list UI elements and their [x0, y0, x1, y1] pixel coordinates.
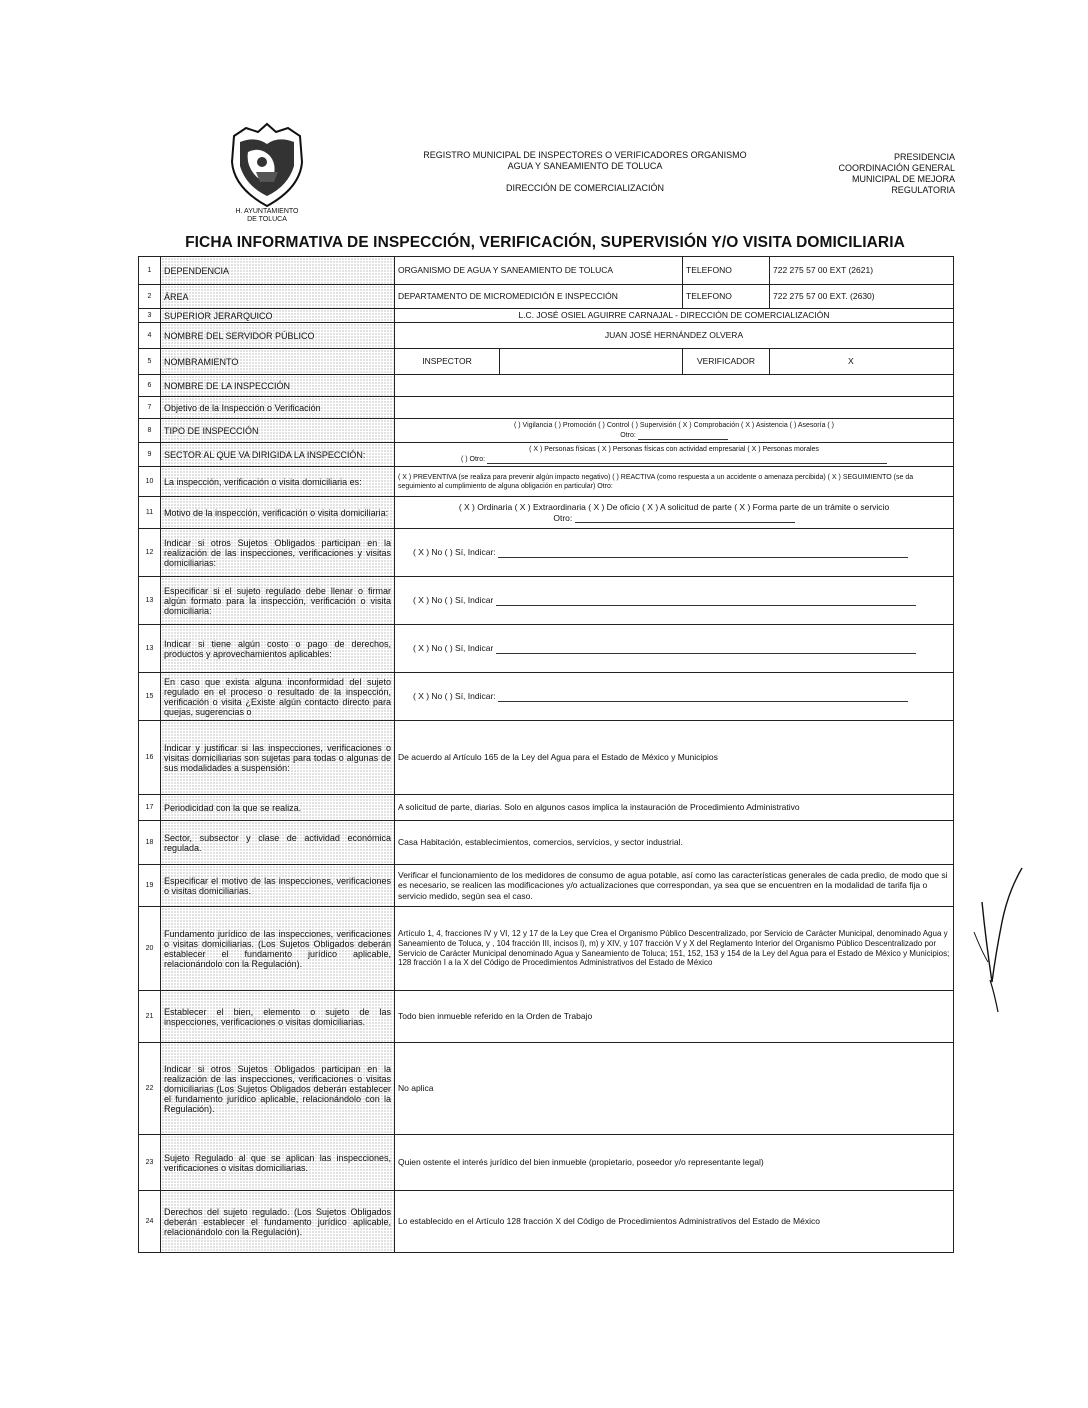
appointment-verifier-mark: X: [770, 349, 954, 375]
row-label: La inspección, verificación o visita domiciliaria es:: [161, 467, 395, 497]
answer-text: ( X ) No ( ) Sí, Indicar: [413, 643, 494, 654]
answer-text: ( X ) No ( ) Sí, Indicar: [413, 595, 494, 606]
form-row: [139, 349, 954, 375]
form-row: [139, 285, 954, 309]
row-number: 7: [139, 397, 161, 419]
other-label: Otro:: [620, 432, 636, 439]
reason-options: ( X ) Ordinaria ( X ) Extraordinaria ( X ) De oficio ( X ) A solicitud de parte ( X ) Forma parte de un trámite o servicio: [458, 502, 890, 512]
row-label: NOMBRE DEL SERVIDOR PÚBLICO: [161, 323, 395, 349]
form-row: [139, 577, 954, 625]
phone-value: 722 275 57 00 EXT (2621): [770, 257, 954, 285]
row-label: Motivo de la inspección, verificación o visita domiciliaria:: [161, 497, 395, 529]
row-value: A solicitud de parte, diarias. Solo en algunos casos implica la instauración de Procedimiento Administrativo: [395, 795, 954, 821]
handwritten-signature: [968, 862, 1028, 1022]
row-label: Indicar si otros Sujetos Obligados participan en la realización de las inspecciones, verificaciones o visitas domiciliarias (Los Sujetos Obligados deberán establecer el fundamento jurídico aplicable, relacionándolo con la Regulación).: [161, 1043, 395, 1135]
row-number: 23: [139, 1135, 161, 1191]
row-label: Fundamento jurídico de las inspecciones, verificaciones o visitas domiciliarias. (Los Sujetos Obligados deberán establecer el fundamento jurídico aplicable, relacionándolo con la Regulación).: [161, 907, 395, 991]
row-value: Casa Habitación, establecimientos, comercios, servicios, y sector industrial.: [395, 821, 954, 865]
row-value: JUAN JOSÉ HERNÁNDEZ OLVERA: [395, 323, 954, 349]
row-number: 15: [139, 673, 161, 721]
row-number: 13: [139, 625, 161, 673]
row-number: 2: [139, 285, 161, 309]
row-label: NOMBRAMIENTO: [161, 349, 395, 375]
form-row: [139, 443, 954, 467]
other-label: Otro:: [553, 512, 573, 523]
header-right: [800, 152, 955, 196]
row-label: ÁREA: [161, 285, 395, 309]
answer-line: [498, 548, 908, 558]
other-line: [575, 513, 795, 523]
row-label: Establecer el bien, elemento o sujeto de las inspecciones, verificaciones o visitas domiciliarias.: [161, 991, 395, 1043]
answer-text: ( X ) No ( ) Sí, Indicar:: [413, 547, 496, 558]
header-center: [380, 150, 790, 194]
other-label: ( ) Otro:: [460, 456, 486, 463]
row-number: 21: [139, 991, 161, 1043]
sector-other: [398, 454, 950, 464]
row-number: 3: [139, 309, 161, 323]
header-organism-line: AGUA Y SANEAMIENTO DE TOLUCA: [507, 161, 663, 171]
form-row: [139, 1191, 954, 1253]
inspection-form-table: [138, 256, 954, 1253]
row-label: Indicar si otros Sujetos Obligados participan en la realización de las inspecciones, verificaciones y visitas domiciliarias:: [161, 529, 395, 577]
form-row: [139, 991, 954, 1043]
row-value: Artículo 1, 4, fracciones IV y VI, 12 y 17 de la Ley que Crea el Organismo Público Descentralizado, por Servicio de Carácter Municipal, denominado Agua y Saneamiento de Toluca, y , 104 fracción III, incisos l), m) y XIV, y 107 fracción V y X del Reglamento Interior del Organismo Público Descentralizado por Servicio de Carácter Municipal denominado Agua y Saneamiento de Toluca; 151, 152, 153 y 154 de la Ley del Agua para el Estado de México y Municipios; 128 fracción I a la X del Código de Procedimientos Administrativos del Estado de México: [395, 907, 954, 991]
answer-line: [498, 692, 908, 702]
header-presidencia: PRESIDENCIA: [893, 152, 955, 162]
row-value: DEPARTAMENTO DE MICROMEDICIÓN E INSPECCIÓN: [395, 285, 683, 309]
row-number: 24: [139, 1191, 161, 1253]
row-number: 17: [139, 795, 161, 821]
form-row: [139, 907, 954, 991]
row-number: 6: [139, 375, 161, 397]
reason-other: [398, 513, 950, 524]
form-row: [139, 497, 954, 529]
row-label: Especificar el motivo de las inspecciones, verificaciones o visitas domiciliarias.: [161, 865, 395, 907]
row-value: [395, 625, 954, 673]
row-number: 4: [139, 323, 161, 349]
row-value: [395, 443, 954, 467]
row-number: 18: [139, 821, 161, 865]
row-value: Quien ostente el interés jurídico del bien inmueble (propietario, poseedor y/o representante legal): [395, 1135, 954, 1191]
row-value: [395, 577, 954, 625]
form-row: [139, 1135, 954, 1191]
form-row: [139, 673, 954, 721]
row-value: [395, 397, 954, 419]
form-row: [139, 865, 954, 907]
row-label: Indicar si tiene algún costo o pago de derechos, productos y aprovechamientos aplicables:: [161, 625, 395, 673]
row-value: [395, 375, 954, 397]
appointment-verifier-option: VERIFICADOR: [683, 349, 770, 375]
row-label: Indicar y justificar si las inspecciones, verificaciones o visitas domiciliarias son sujetas para todas o algunas de sus modalidades a suspensión:: [161, 721, 395, 795]
answer-line: [496, 644, 916, 654]
row-label: En caso que exista alguna inconformidad del sujeto regulado en el proceso o resultado de la inspección, verificación o visita ¿Existe algún contacto directo para quejas, sugerencias o: [161, 673, 395, 721]
header-coordinacion: COORDINACIÓN GENERAL: [838, 163, 955, 173]
form-row: [139, 721, 954, 795]
row-value: [395, 497, 954, 529]
row-label: Objetivo de la Inspección o Verificación: [161, 397, 395, 419]
row-label: Especificar si el sujeto regulado debe llenar o firmar algún formato para la inspección, verificación o visita domiciliaria:: [161, 577, 395, 625]
form-row: [139, 397, 954, 419]
row-number: 13: [139, 577, 161, 625]
row-value: L.C. JOSÉ OSIEL AGUIRRE CARNAJAL - DIRECCIÓN DE COMERCIALIZACIÓN: [395, 309, 954, 323]
toluca-coat-of-arms-logo: [226, 122, 308, 220]
row-label: Sector, subsector y clase de actividad económica regulada.: [161, 821, 395, 865]
form-row: [139, 821, 954, 865]
row-number: 10: [139, 467, 161, 497]
form-row: [139, 625, 954, 673]
row-value: ( X ) PREVENTIVA (se realiza para prevenir algún impacto negativo) ( ) REACTIVA (como respuesta a un accidente o amenaza percibida) ( X ) SEGUIMIENTO (se da seguimiento al cumplimiento de alguna obligación en particular) Otro:: [395, 467, 954, 497]
header-registry-line: REGISTRO MUNICIPAL DE INSPECTORES O VERIFICADORES ORGANISMO: [423, 150, 747, 160]
row-label: TIPO DE INSPECCIÓN: [161, 419, 395, 443]
appointment-inspector-mark: [500, 349, 683, 375]
row-number: 20: [139, 907, 161, 991]
row-value: Todo bien inmueble referido en la Orden de Trabajo: [395, 991, 954, 1043]
row-value: Lo establecido en el Artículo 128 fracción X del Código de Procedimientos Administrativos del Estado de México: [395, 1191, 954, 1253]
row-value: Verificar el funcionamiento de los medidores de consumo de agua potable, así como las características generales de cada predio, de modo que si es necesario, se realicen las modificaciones y/o actualizaciones que correspondan, ya sea que se encuentren en la modalidad de tarifa fija o servicio medido, según sea el caso.: [395, 865, 954, 907]
row-label: Sujeto Regulado al que se aplican las inspecciones, verificaciones o visitas domiciliarias.: [161, 1135, 395, 1191]
document-title: FICHA INFORMATIVA DE INSPECCIÓN, VERIFICACIÓN, SUPERVISIÓN Y/O VISITA DOMICILIARIA: [185, 234, 905, 251]
answer-line: [496, 596, 916, 606]
other-line: [638, 430, 728, 440]
row-number: 5: [139, 349, 161, 375]
phone-value: 722 275 57 00 EXT. (2630): [770, 285, 954, 309]
row-number: 9: [139, 443, 161, 467]
row-number: 22: [139, 1043, 161, 1135]
form-row: [139, 467, 954, 497]
row-label: DEPENDENCIA: [161, 257, 395, 285]
row-value: [395, 529, 954, 577]
header-direction-line: DIRECCIÓN DE COMERCIALIZACIÓN: [505, 183, 664, 193]
row-number: 8: [139, 419, 161, 443]
form-row: [139, 1043, 954, 1135]
row-number: 1: [139, 257, 161, 285]
form-row: [139, 419, 954, 443]
row-value: No aplica: [395, 1043, 954, 1135]
row-number: 12: [139, 529, 161, 577]
row-label: Periodicidad con la que se realiza.: [161, 795, 395, 821]
inspection-type-other: [398, 430, 950, 440]
form-row: [139, 323, 954, 349]
header-mejora: MUNICIPAL DE MEJORA: [851, 174, 955, 184]
row-label: Derechos del sujeto regulado. (Los Sujetos Obligados deberán establecer el fundamento jurídico aplicable, relacionándolo con la Regulación).: [161, 1191, 395, 1253]
phone-label: TELEFONO: [683, 285, 770, 309]
form-row: [139, 257, 954, 285]
row-number: 19: [139, 865, 161, 907]
row-value: [395, 419, 954, 443]
row-number: 16: [139, 721, 161, 795]
row-value: ORGANISMO DE AGUA Y SANEAMIENTO DE TOLUCA: [395, 257, 683, 285]
row-number: 11: [139, 497, 161, 529]
answer-text: ( X ) No ( ) Sí, Indicar:: [413, 691, 496, 702]
row-value: [395, 673, 954, 721]
form-row: [139, 375, 954, 397]
logo-caption: [214, 208, 320, 224]
appointment-inspector-option: INSPECTOR: [395, 349, 500, 375]
form-row: [139, 309, 954, 323]
row-label: SECTOR AL QUE VA DIRIGIDA LA INSPECCIÓN:: [161, 443, 395, 467]
sector-options: ( X ) Personas físicas ( X ) Personas físicas con actividad empresarial ( X ) Personas morales: [529, 446, 819, 453]
row-label: NOMBRE DE LA INSPECCIÓN: [161, 375, 395, 397]
row-label: SUPERIOR JERARQUICO: [161, 309, 395, 323]
row-value: De acuerdo al Artículo 165 de la Ley del Agua para el Estado de México y Municipios: [395, 721, 954, 795]
form-row: [139, 529, 954, 577]
logo-caption-line2: DE TOLUCA: [247, 216, 287, 223]
header-regulatoria: REGULATORIA: [891, 185, 955, 195]
form-row: [139, 795, 954, 821]
other-line: [487, 454, 887, 464]
inspection-type-options: ( ) Vigilancia ( ) Promoción ( ) Control ( ) Supervisión ( X ) Comprobación ( X ) Asistencia ( ) Asesoría ( ): [513, 422, 835, 429]
logo-caption-line1: H. AYUNTAMIENTO: [235, 208, 299, 215]
phone-label: TELEFONO: [683, 257, 770, 285]
